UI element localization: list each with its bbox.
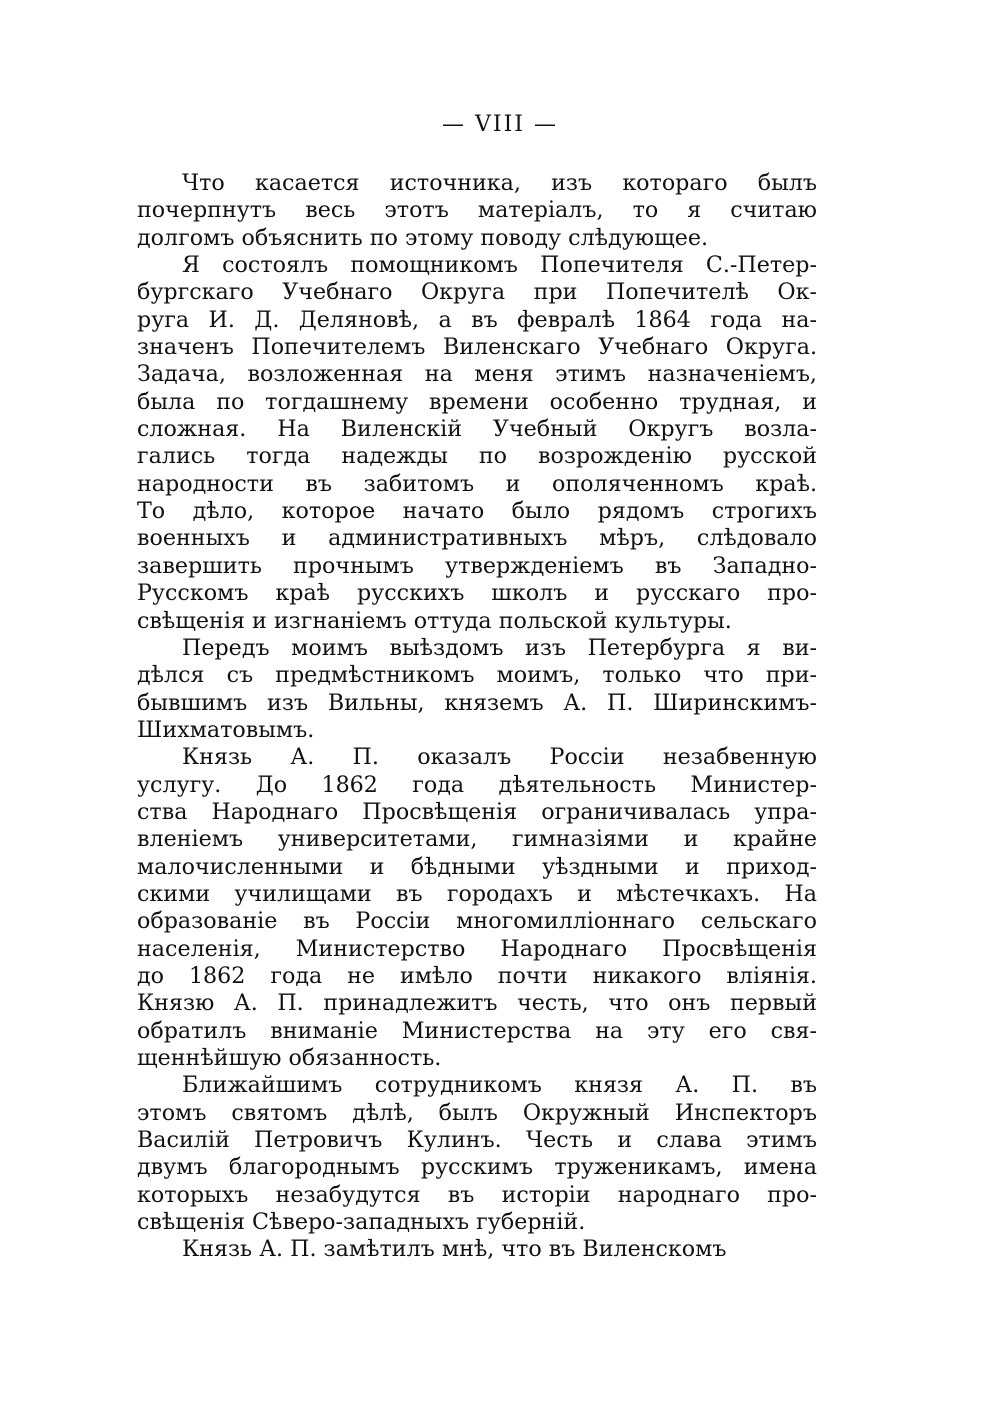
text-line: Князь А. П. замѣтилъ мнѣ, что въ Виленскомъ: [182, 1236, 727, 1263]
text-line: вленіемъ университетами, гимназіями и крайне: [137, 826, 817, 853]
text-line: была по тогдашнему времени особенно трудная, и: [137, 388, 817, 415]
text-line: ства Народнаго Просвѣщенія ограничивалась упра-: [137, 798, 817, 825]
text-line: руга И. Д. Деляновѣ, а въ февралѣ 1864 года на-: [137, 306, 817, 333]
text-line: долгомъ объяснить по этому поводу слѣдующее.: [137, 224, 709, 251]
text-line: Василій Петровичъ Кулинъ. Честь и слава этимъ: [137, 1127, 817, 1154]
paragraph: [137, 170, 817, 252]
text-line: Русскомъ краѣ русскихъ школъ и русскаго про-: [137, 580, 817, 607]
text-line: Задача, возложенная на меня этимъ назначеніемъ,: [137, 361, 817, 388]
text-line: населенія, Министерство Народнаго Просвѣщенія: [137, 935, 817, 962]
text-line: Что касается источника, изъ котораго былъ: [182, 170, 817, 196]
text-line: бургскаго Учебнаго Округа при Попечителѣ Ок-: [137, 279, 817, 306]
text-line: значенъ Попечителемъ Виленскаго Учебнаго Округа.: [137, 334, 817, 361]
text-line: этомъ святомъ дѣлѣ, былъ Окружный Инспекторъ: [137, 1099, 817, 1126]
paragraph: [137, 1236, 817, 1263]
text-line: завершить прочнымъ утвержденіемъ въ Западно-: [137, 552, 817, 579]
text-line: сложная. На Виленскій Учебный Округъ возла-: [137, 416, 817, 443]
page-number: — VIII —: [442, 112, 558, 137]
text-line: народности въ забитомъ и ополяченномъ краѣ.: [137, 470, 817, 497]
text-line: почерпнутъ весь этотъ матеріалъ, то я считаю: [137, 197, 817, 224]
text-line: до 1862 года не имѣло почти никакого вліянія.: [137, 962, 817, 989]
text-line: обратилъ вниманіе Министерства на эту его свя-: [137, 1017, 817, 1044]
paragraph: [137, 635, 817, 744]
text-line: гались тогда надежды по возрожденію русской: [137, 443, 817, 470]
text-line: услугу. До 1862 года дѣятельность Министер-: [137, 771, 817, 798]
text-line: Князь А. П. оказалъ Россіи незабвенную: [182, 744, 817, 771]
text-line: свѣщенія и изгнаніемъ оттуда польской культуры.: [137, 607, 732, 634]
text-line: которыхъ незабудутся въ исторіи народнаго про-: [137, 1181, 817, 1208]
text-line: военныхъ и административныхъ мѣръ, слѣдовало: [137, 525, 817, 552]
text-line: Шихматовымъ.: [137, 716, 315, 743]
body-text: [137, 170, 817, 1264]
text-line: дѣлся съ предмѣстникомъ моимъ, только что при-: [137, 662, 817, 689]
text-line: скими училищами въ городахъ и мѣстечкахъ. На: [137, 880, 817, 907]
text-line: образованіе въ Россіи многомилліоннаго сельскаго: [137, 908, 817, 935]
paragraph: [137, 1072, 817, 1236]
text-line: То дѣло, которое начато было рядомъ строгихъ: [137, 498, 817, 525]
text-line: двумъ благороднымъ русскимъ труженикамъ, имена: [137, 1154, 817, 1181]
paragraph: [137, 744, 817, 1072]
text-line: свѣщенія Сѣверо-западныхъ губерній.: [137, 1209, 586, 1236]
paragraph: [137, 252, 817, 635]
text-line: малочисленными и бѣдными уѣздными и приход-: [137, 853, 817, 880]
text-line: бывшимъ изъ Вильны, княземъ А. П. Ширинскимъ-: [137, 689, 817, 716]
text-line: щеннѣйшую обязанность.: [137, 1045, 442, 1071]
text-line: Я состоялъ помощникомъ Попечителя С.-Петер-: [182, 252, 817, 279]
text-line: Ближайшимъ сотрудникомъ князя А. П. въ: [182, 1072, 817, 1099]
text-line: Князю А. П. принадлежитъ честь, что онъ первый: [137, 990, 817, 1017]
text-line: Передъ моимъ выѣздомъ изъ Петербурга я ви-: [182, 634, 817, 661]
